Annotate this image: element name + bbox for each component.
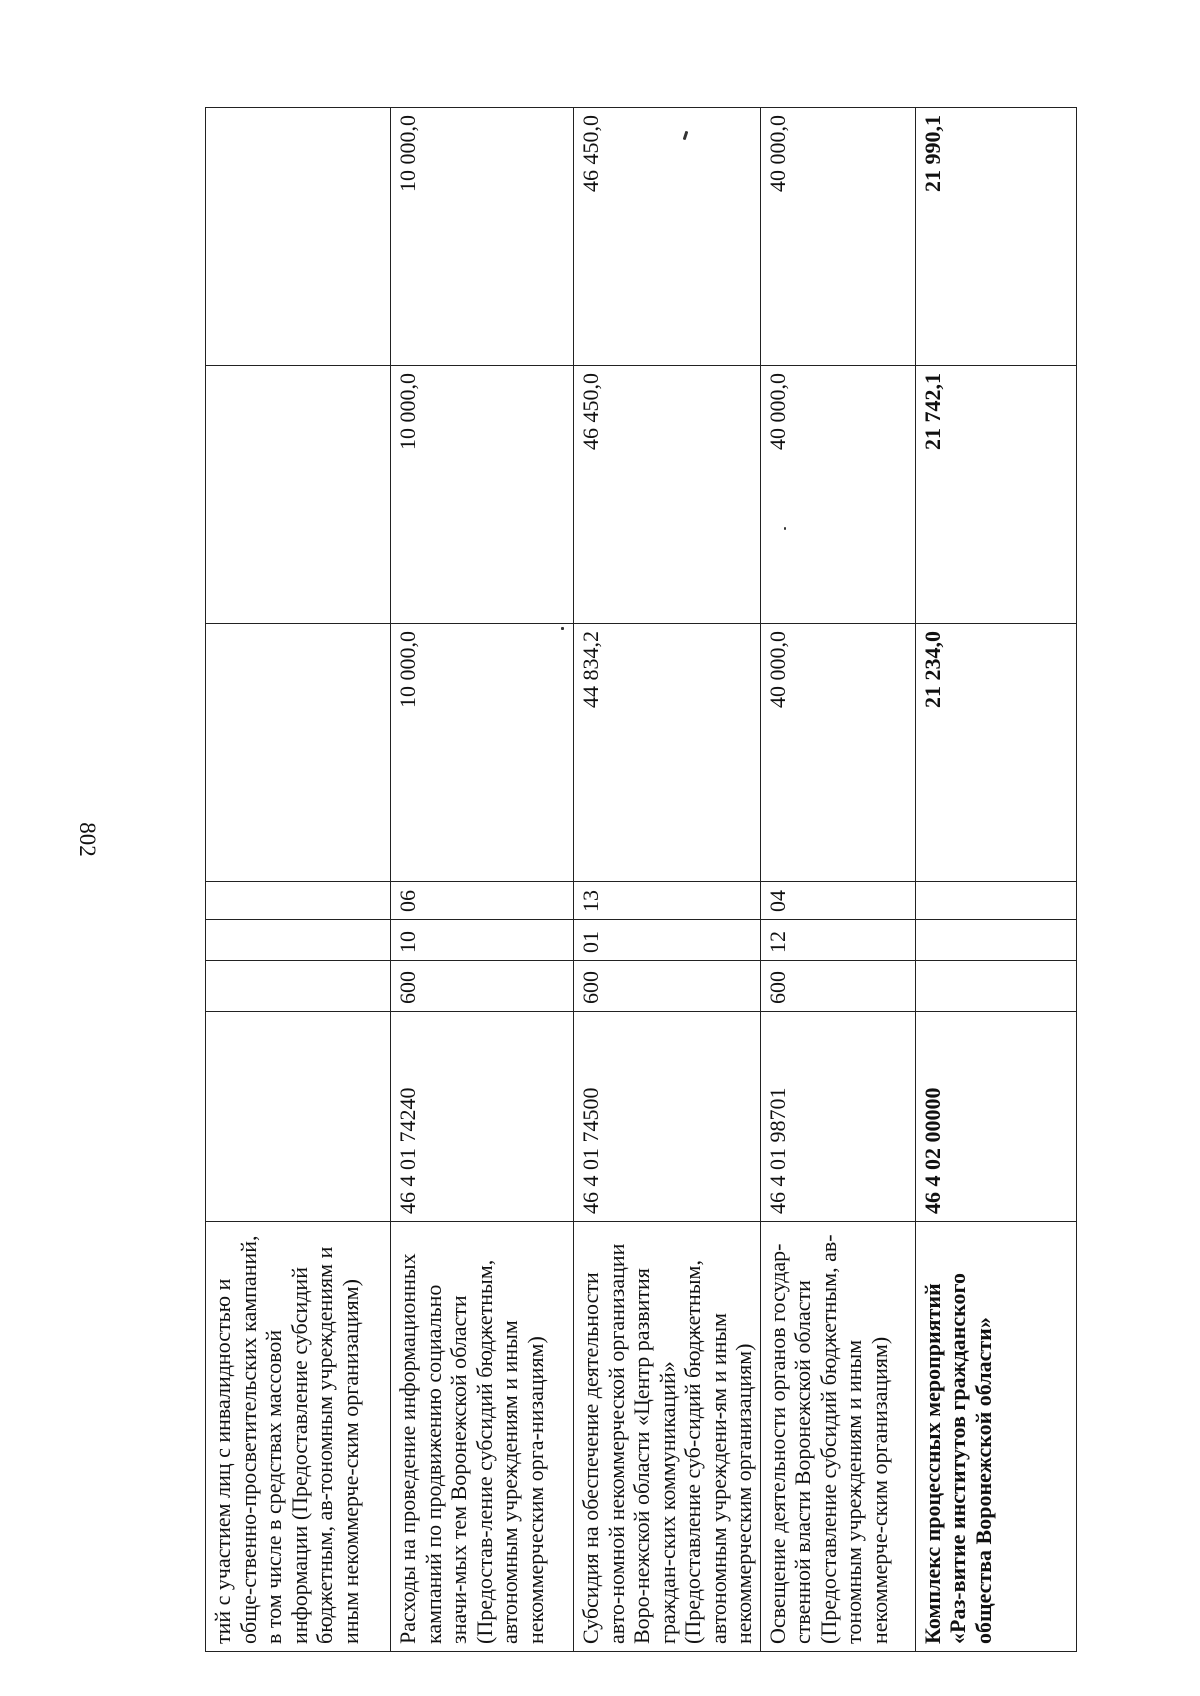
subsection-cell: 04: [760, 882, 915, 920]
section-cell: 12: [760, 920, 915, 961]
amount-year-2-cell: 10 000,0: [391, 366, 574, 624]
table-row: [760, 108, 915, 1652]
row-name-cell: Комплекс процессных мероприятий «Раз-витие институтов гражданского общества Воронежской области»: [915, 1222, 1076, 1652]
amount-year-1-cell: 10 000,0: [391, 624, 574, 882]
target-code-cell: 46 4 02 00000: [915, 1012, 1076, 1222]
row-name-cell: Субсидия на обеспечение деятельности авто-номной некоммерческой организации Воро-нежской области «Центр развития граждан-ских коммуникаций» (Предоставление суб-сидий бюджетным, автономным учреждени-ям и иным некоммерческим организациям): [574, 1222, 761, 1652]
expense-type-cell: [206, 961, 391, 1012]
subsection-cell: 13: [574, 882, 761, 920]
amount-year-1-cell: 21 234,0: [915, 624, 1076, 882]
section-cell: 01: [574, 920, 761, 961]
amount-year-3-cell: 46 450,0: [574, 108, 761, 366]
page-number: 802: [74, 822, 100, 857]
amount-year-2-cell: 21 742,1: [915, 366, 1076, 624]
row-name-cell: Расходы на проведение информационных кампаний по продвижению социально значи-мых тем Воронежской области (Предостав-ление субсидий бюджетным, автономным учреждениям и иным некоммерческим орга-низациям): [391, 1222, 574, 1652]
amount-year-1-cell: 44 834,2: [574, 624, 761, 882]
row-name-cell: Освещение деятельности органов государ-ственной власти Воронежской области (Предоставление субсидий бюджетным, ав-тономным учреждениям и иным некоммерче-ским организациям): [760, 1222, 915, 1652]
scan-speck: [784, 527, 786, 530]
amount-year-1-cell: [206, 624, 391, 882]
subsection-cell: [915, 882, 1076, 920]
amount-year-2-cell: 40 000,0: [760, 366, 915, 624]
subsection-cell: [206, 882, 391, 920]
table-row: [574, 108, 761, 1652]
amount-year-3-cell: [206, 108, 391, 366]
amount-year-3-cell: 10 000,0: [391, 108, 574, 366]
expense-type-cell: [915, 961, 1076, 1012]
budget-table-rotated: [205, 108, 1075, 1652]
table-row: [391, 108, 574, 1652]
expense-type-cell: 600: [760, 961, 915, 1012]
section-cell: [206, 920, 391, 961]
target-code-cell: 46 4 01 98701: [760, 1012, 915, 1222]
subsection-cell: 06: [391, 882, 574, 920]
amount-year-2-cell: 46 450,0: [574, 366, 761, 624]
expense-type-cell: 600: [391, 961, 574, 1012]
budget-table: [205, 107, 1077, 1652]
target-code-cell: 46 4 01 74240: [391, 1012, 574, 1222]
table-row-total: [915, 108, 1076, 1652]
section-cell: [915, 920, 1076, 961]
amount-year-1-cell: 40 000,0: [760, 624, 915, 882]
table-row: [206, 108, 391, 1652]
row-name-cell: тий с участием лиц с инвалидностью и обще-ственно-просветительских кампаний, в том числе в средствах массовой информации (Предоставление субсидий бюджетным, ав-тономным учреждениям и иным некоммерче-ским организациям): [206, 1222, 391, 1652]
target-code-cell: 46 4 01 74500: [574, 1012, 761, 1222]
amount-year-2-cell: [206, 366, 391, 624]
expense-type-cell: 600: [574, 961, 761, 1012]
section-cell: 10: [391, 920, 574, 961]
scan-speck: [561, 627, 564, 630]
amount-year-3-cell: 40 000,0: [760, 108, 915, 366]
amount-year-3-cell: 21 990,1: [915, 108, 1076, 366]
target-code-cell: [206, 1012, 391, 1222]
